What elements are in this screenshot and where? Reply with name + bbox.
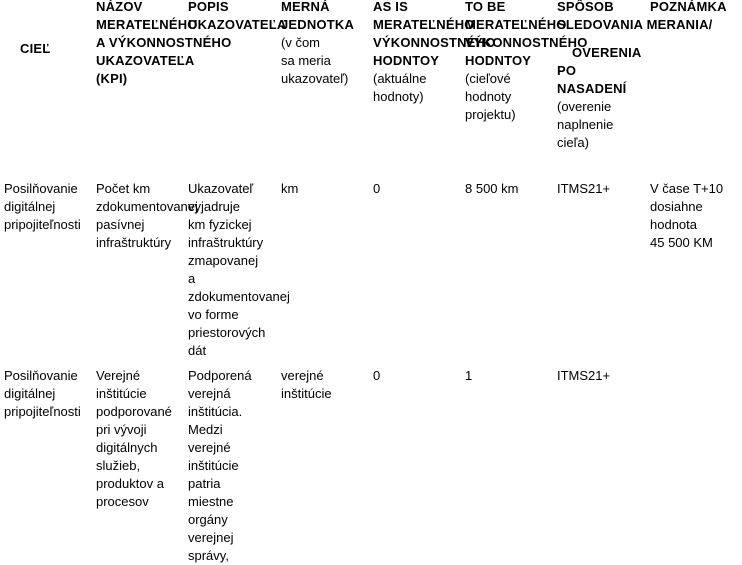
row1-merna bbox=[281, 180, 298, 198]
header-tobe-line: MERATEĽNÉHO bbox=[465, 17, 567, 32]
cell-line: správy, bbox=[188, 548, 229, 563]
header-ciel bbox=[20, 40, 50, 58]
header-merna-line: MERNÁ bbox=[281, 0, 330, 14]
row1-tobe bbox=[465, 180, 518, 198]
cell-line: 0 bbox=[373, 181, 381, 196]
cell-line: pripojiteľnosti bbox=[4, 404, 81, 419]
cell-line: verejná bbox=[188, 386, 231, 401]
cell-line: Počet km bbox=[96, 181, 151, 196]
row1-nazov bbox=[96, 180, 198, 252]
cell-line: dosiahne bbox=[650, 199, 703, 214]
header-asis-line: MERATEĽNÉHO bbox=[373, 17, 475, 32]
header-merna-jednotka bbox=[281, 0, 354, 88]
header-nazov-line: (KPI) bbox=[96, 71, 128, 86]
header-ciel-text: CIEĽ bbox=[20, 41, 51, 56]
header-nazov-line: A VÝKONNOSTNÉHO bbox=[96, 35, 232, 50]
header-asis-desc: (aktuálne bbox=[373, 71, 427, 86]
cell-line: zmapovanej bbox=[188, 253, 259, 268]
cell-line: infraštruktúry bbox=[188, 235, 264, 250]
header-sposob-desc: cieľa) bbox=[557, 135, 589, 150]
header-sposob-desc: naplnenie bbox=[557, 117, 614, 132]
header-sposob-line: NASADENÍ bbox=[557, 81, 627, 96]
row2-popis bbox=[188, 367, 252, 565]
header-nazov-line: UKAZOVATEĽA bbox=[96, 53, 195, 68]
cell-line: procesov bbox=[96, 494, 149, 509]
cell-line: Ukazovateľ bbox=[188, 181, 254, 196]
header-sposob-desc: (overenie bbox=[557, 99, 612, 114]
cell-line: miestne bbox=[188, 494, 234, 509]
header-tobe-desc: (cieľové bbox=[465, 71, 511, 86]
cell-line: pri vývoji bbox=[96, 422, 147, 437]
row1-ciel bbox=[4, 180, 81, 234]
header-sposob-line: OVERENIA bbox=[572, 45, 642, 60]
cell-line: 0 bbox=[373, 368, 381, 383]
cell-line: patria bbox=[188, 476, 221, 491]
header-merna-desc: (v čom bbox=[281, 35, 320, 50]
cell-line: zdokumentovanej bbox=[188, 289, 290, 304]
header-poznamka bbox=[650, 0, 727, 16]
cell-line: produktov a bbox=[96, 476, 164, 491]
cell-line: podporované bbox=[96, 404, 172, 419]
cell-line: verejnej bbox=[188, 530, 234, 545]
cell-line: inštitúcia. bbox=[188, 404, 243, 419]
header-asis-desc: hodnoty) bbox=[373, 89, 424, 104]
header-tobe-line: VÝKONNOSTNÉHO bbox=[465, 35, 588, 50]
cell-line: digitálnych bbox=[96, 440, 158, 455]
row1-asis bbox=[373, 180, 380, 198]
header-sposob-line: SPÔSOB bbox=[557, 0, 614, 14]
header-tobe-line: TO BE bbox=[465, 0, 506, 14]
cell-line: zdokumentovanej bbox=[96, 199, 198, 214]
cell-line: vyjadruje bbox=[188, 199, 241, 214]
cell-line: ITMS21+ bbox=[557, 368, 611, 383]
cell-line: Podporená bbox=[188, 368, 252, 383]
cell-line: 8 500 km bbox=[465, 181, 519, 196]
header-asis-line: VÝKONNOSTNÉHO bbox=[373, 35, 496, 50]
row2-merna bbox=[281, 367, 332, 403]
row2-sposob bbox=[557, 367, 610, 385]
header-popis-line: POPIS bbox=[188, 0, 229, 14]
row2-ciel bbox=[4, 367, 81, 421]
header-tobe-line: HODNTOY bbox=[465, 53, 532, 68]
header-tobe-desc: projektu) bbox=[465, 107, 516, 122]
header-sposob-line: PO bbox=[557, 63, 577, 78]
cell-line: a bbox=[188, 271, 196, 286]
header-asis-line: HODNTOY bbox=[373, 53, 440, 68]
cell-line: ITMS21+ bbox=[557, 181, 611, 196]
header-merna-desc: sa meria bbox=[281, 53, 331, 68]
cell-line: km fyzickej bbox=[188, 217, 252, 232]
cell-line: orgány bbox=[188, 512, 228, 527]
header-poznamka-text: POZNÁMKA bbox=[650, 0, 727, 14]
cell-line: V čase T+10 bbox=[650, 181, 724, 196]
header-sposob bbox=[557, 0, 712, 152]
header-asis-line: AS IS bbox=[373, 0, 408, 14]
row2-asis bbox=[373, 367, 380, 385]
cell-line: pasívnej bbox=[96, 217, 145, 232]
header-popis bbox=[188, 0, 287, 34]
cell-line: hodnota bbox=[650, 217, 697, 232]
header-sposob-line: SLEDOVANIA MERANIA/ bbox=[557, 17, 713, 32]
cell-line: 1 bbox=[465, 368, 473, 383]
cell-line: Medzi bbox=[188, 422, 223, 437]
header-nazov-line: NÁZOV bbox=[96, 0, 143, 14]
cell-line: inštitúcie bbox=[96, 386, 147, 401]
header-merna-line: JEDNOTKA bbox=[281, 17, 355, 32]
cell-line: 45 500 KM bbox=[650, 235, 713, 250]
cell-line: inštitúcie bbox=[188, 458, 239, 473]
cell-line: infraštruktúry bbox=[96, 235, 172, 250]
cell-line: verejné bbox=[281, 368, 324, 383]
row1-poznamka bbox=[650, 180, 723, 252]
cell-line: dát bbox=[188, 343, 207, 358]
row2-tobe bbox=[465, 367, 472, 385]
cell-line: Verejné bbox=[96, 368, 141, 383]
header-popis-line: UKAZOVATEĽA bbox=[188, 17, 287, 32]
cell-line: digitálnej bbox=[4, 386, 56, 401]
row1-popis bbox=[188, 180, 290, 360]
cell-line: km bbox=[281, 181, 299, 196]
cell-line: Posilňovanie bbox=[4, 368, 78, 383]
cell-line: verejné bbox=[188, 440, 231, 455]
cell-line: Posilňovanie bbox=[4, 181, 78, 196]
cell-line: pripojiteľnosti bbox=[4, 217, 81, 232]
cell-line: digitálnej bbox=[4, 199, 56, 214]
cell-line: priestorových bbox=[188, 325, 266, 340]
cell-line: inštitúcie bbox=[281, 386, 332, 401]
header-merna-desc: ukazovateľ) bbox=[281, 71, 349, 86]
header-tobe-desc: hodnoty bbox=[465, 89, 512, 104]
header-nazov-line: MERATEĽNÉHO bbox=[96, 17, 198, 32]
row2-nazov bbox=[96, 367, 172, 511]
row1-sposob bbox=[557, 180, 610, 198]
cell-line: vo forme bbox=[188, 307, 239, 322]
cell-line: služieb, bbox=[96, 458, 141, 473]
